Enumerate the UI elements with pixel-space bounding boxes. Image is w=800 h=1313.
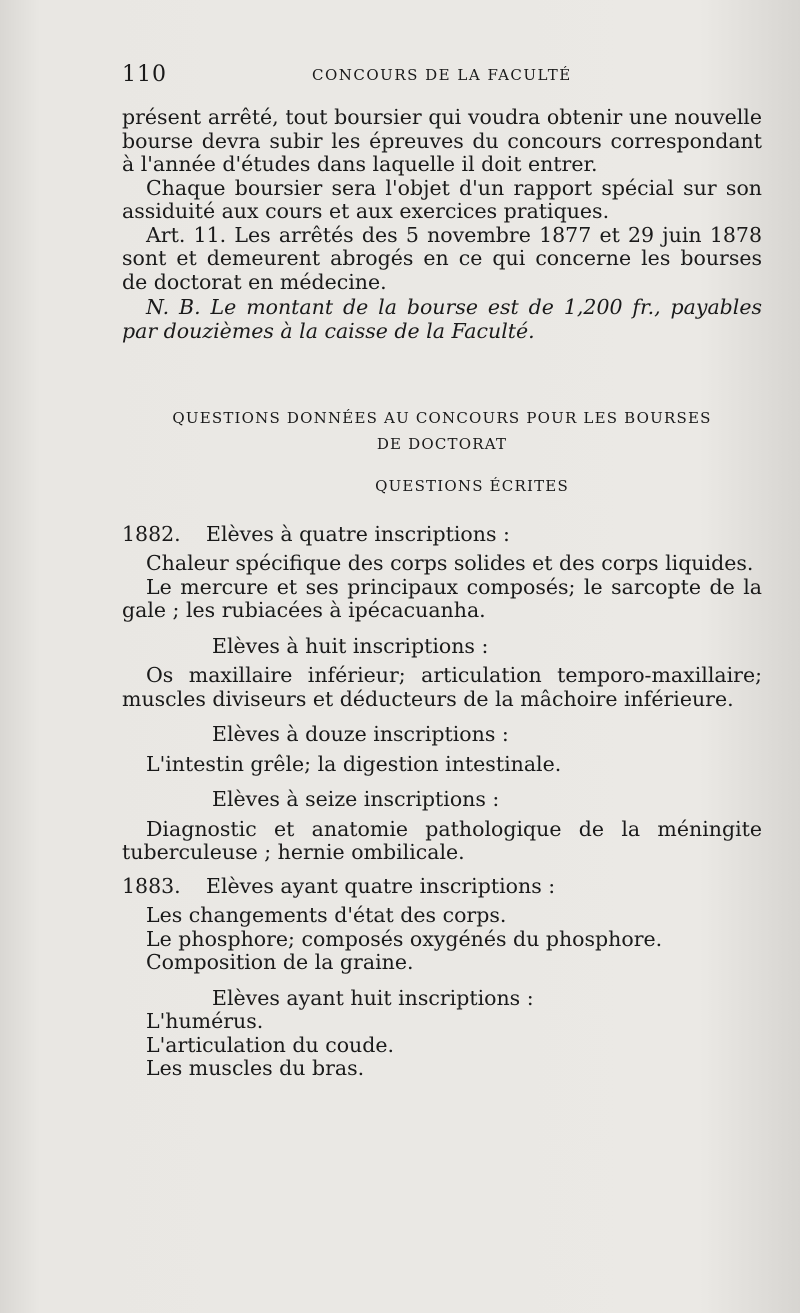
section-title-line-2: DE DOCTORAT [376,435,508,453]
year-1882: 1882. [122,521,181,546]
subsection-title: QUESTIONS ÉCRITES [375,477,569,495]
question-1882-4a: Chaleur spécifique des corps solides et des corps liquides. [146,551,754,575]
paragraph-article-11: Art. 11. Les arrêtés des 5 novembre 1877 et 29 juin 1878 sont et demeurent abrogés en ce qui concerne les bourses de doctorat en médecine. [122,222,762,294]
year-1883-line [122,875,762,899]
group-1882-seize: Elèves à seize inscriptions : [212,787,500,811]
section-title [122,405,762,457]
question-1883-4b: Le phosphore; composés oxygénés du phosphore. [146,926,663,951]
group-1882-huit: Elèves à huit inscriptions : [212,633,489,658]
question-1883-4c: Composition de la graine. [146,950,414,974]
page-body [122,106,762,1081]
question-1883-4a: Les changements d'état des corps. [146,903,507,927]
running-head: CONCOURS DE LA FACULTÉ [312,66,572,84]
paragraph-boursier-rapport: Chaque boursier sera l'objet d'un rapport spécial sur son assiduité aux cours et aux exercices pratiques. [122,175,762,223]
page-header [122,62,762,92]
paragraph-continuation: présent arrêté, tout boursier qui voudra obtenir une nouvelle bourse devra subir les épreuves du concours correspondant à l'année d'études dans laquelle il doit entrer. [122,105,762,176]
page-number: 110 [122,62,167,87]
group-1883-quatre: Elèves ayant quatre inscriptions : [206,873,556,898]
section-title-line-1: QUESTIONS DONNÉES AU CONCOURS POUR LES BOURSES [172,409,712,427]
question-1882-8: Os maxillaire inférieur; articulation temporo-maxillaire; muscles diviseurs et déducteurs de la mâchoire inférieure. [122,663,762,711]
year-1882-line [122,523,762,547]
year-1883: 1883. [122,873,181,898]
question-1883-8c: Les muscles du bras. [146,1056,365,1080]
question-1882-16: Diagnostic et anatomie pathologique de la méningite tuberculeuse ; hernie ombilicale. [122,816,762,864]
group-1883-huit: Elèves ayant huit inscriptions : [212,985,534,1010]
note-montant-bourse: N. B. Le montant de la bourse est de 1,200 fr., payables par douzièmes à la caisse de la Faculté. [122,295,762,343]
question-1883-8b: L'articulation du coude. [146,1032,395,1057]
question-1882-12: L'intestin grêle; la digestion intestinale. [146,751,562,776]
group-1882-quatre: Elèves à quatre inscriptions : [206,521,510,546]
question-1882-4b: Le mercure et ses principaux composés; le sarcopte de la gale ; les rubiacées à ipécacuanha. [122,574,762,622]
group-1882-douze: Elèves à douze inscriptions : [212,722,509,746]
question-1883-8a: L'humérus. [146,1009,264,1033]
